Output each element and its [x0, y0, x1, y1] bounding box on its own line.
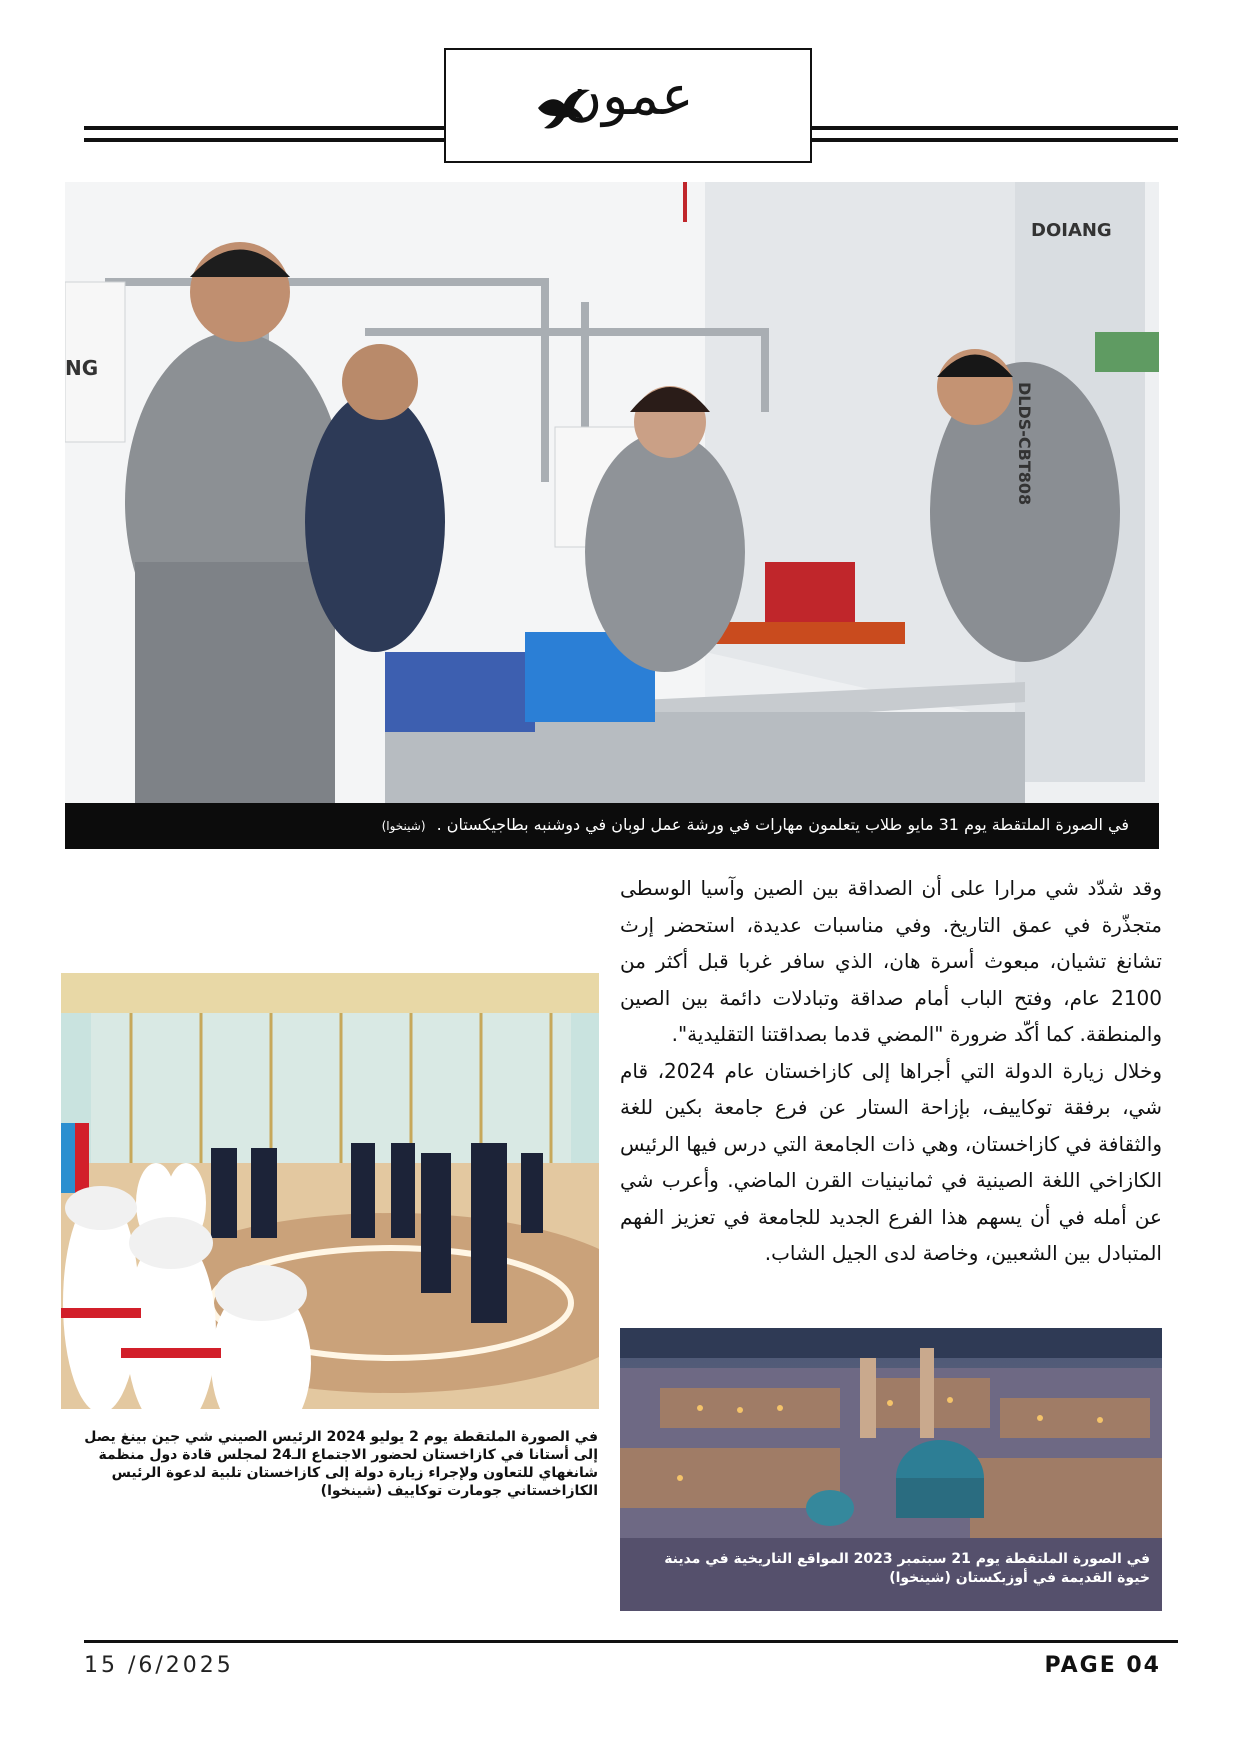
- ceremony-photo-caption: في الصورة الملتقطة يوم 2 يوليو 2024 الرئيس الصيني شي جين بينغ يصل إلى أستانا في كازاخستان لحضور الاجتماع الـ24 لمجلس قادة دول منظمة شانغهاي للتعاون ولإجراء زيارة دولة إلى كازاخستان تلبية لدعوة الرئيس الكازاخستاني جومارت توكاييف (شينخوا): [84, 1429, 598, 1499]
- masthead-rule-left-bottom: [84, 138, 446, 142]
- article-paragraph-2: وخلال زيارة الدولة التي أجراها إلى كازاخستان عام 2024، قام شي، برفقة توكاييف، بإزاحة الستار عن فرع جامعة بكين للغة والثقافة في كازاخستان، وهي ذات الجامعة التي درس فيها الرئيس الكازاخي اللغة الصينية في ثمانينيات القرن الماضي. وأعرب شي عن أمله في أن يسهم هذا الفرع الجديد للجامعة في تعزيز الفهم المتبادل بين الشعبين، وخاصة لدى الجيل الشاب.: [620, 1058, 1162, 1265]
- masthead-title: عمون: [562, 64, 694, 127]
- article-paragraph-1: وقد شدّد شي مرارا على أن الصداقة بين الصين وآسيا الوسطى متجذّرة في عمق التاريخ. وفي مناسبات عديدة، استحضر إرث تشانغ تشيان، مبعوث أسرة هان، الذي سافر غربا قبل أكثر من 2100 عام، وفتح الباب أمام صداقة وتبادلات دائمة بين الصين والمنطقة. كما أكّد ضرورة "المضي قدما بصداقتنا التقليدية".: [620, 876, 1162, 1046]
- footer-rule: [84, 1640, 1178, 1643]
- masthead-rule-right-top: [810, 126, 1178, 130]
- machine-model-sign: DLDS-CBT808: [1015, 382, 1034, 506]
- masthead-rule-right-bottom: [810, 138, 1178, 142]
- masthead-rule-left-top: [84, 126, 446, 130]
- workshop-photo: [65, 182, 1159, 803]
- footer-date: 15 /6/2025: [84, 1653, 234, 1678]
- doiang-brand-sign: DOIANG: [1031, 220, 1112, 241]
- side-machine-sign: NG: [65, 356, 99, 380]
- ceremony-photo: [61, 973, 599, 1409]
- page-number: PAGE 04: [1044, 1653, 1161, 1678]
- article-body: [620, 870, 1162, 1272]
- workshop-caption-source: (شينخوا): [381, 819, 426, 833]
- workshop-caption-text: في الصورة الملتقطة يوم 31 مايو طلاب يتعلمون مهارات في ورشة عمل لوبان في دوشنبه بطاجيكستان .: [436, 815, 1129, 834]
- khiva-photo-caption: في الصورة الملتقطة يوم 21 سبتمبر 2023 المواقع التاريخية في مدينة خيوة القديمة في أوزبكستان (شينخوا): [664, 1551, 1150, 1586]
- masthead-logo-box: [444, 48, 812, 163]
- workshop-photo-caption: [65, 803, 1159, 849]
